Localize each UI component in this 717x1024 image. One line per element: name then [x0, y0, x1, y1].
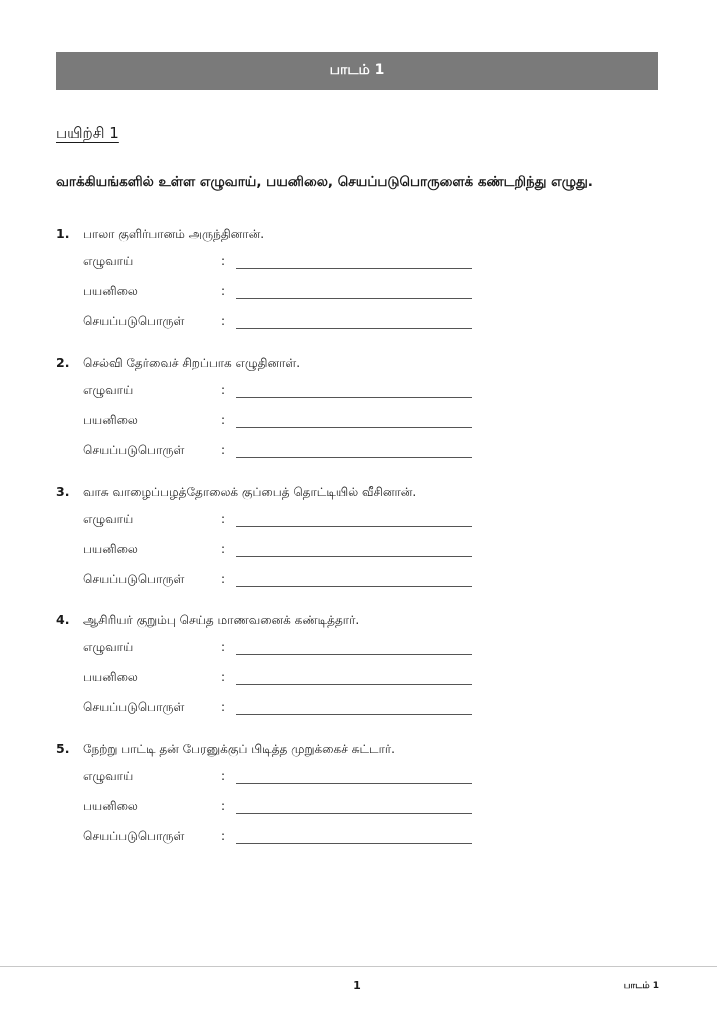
question-sentence: பாலா குளிர்பானம் அருந்தினான். [83, 227, 265, 241]
answer-row-object [56, 692, 676, 722]
subject-answer-line[interactable] [236, 783, 472, 784]
predicate-answer-line[interactable] [236, 556, 472, 557]
subject-label: எழுவாய் [83, 512, 134, 526]
predicate-answer-line[interactable] [236, 684, 472, 685]
colon: : [221, 829, 226, 843]
answer-row-object [56, 306, 676, 336]
answer-row-predicate [56, 791, 676, 821]
answer-row-object [56, 435, 676, 465]
object-label: செயப்படுபொருள் [83, 829, 185, 843]
colon: : [221, 700, 226, 714]
object-label: செயப்படுபொருள் [83, 314, 185, 328]
subject-label: எழுவாய் [83, 640, 134, 654]
question-2 [56, 355, 676, 465]
colon: : [221, 542, 226, 556]
exercise-instruction: வாக்கியங்களில் உள்ள எழுவாய், பயனிலை, செயப்படுபொருளைக் கண்டறிந்து எழுது. [56, 174, 593, 190]
predicate-label: பயனிலை [83, 284, 138, 298]
answer-row-object [56, 821, 676, 851]
colon: : [221, 769, 226, 783]
question-sentence: ஆசிரியர் குறும்பு செய்த மாணவனைக் கண்டித்தார். [83, 613, 360, 627]
question-number: 5. [56, 741, 70, 756]
predicate-answer-line[interactable] [236, 813, 472, 814]
colon: : [221, 670, 226, 684]
answer-row-predicate [56, 405, 676, 435]
object-answer-line[interactable] [236, 714, 472, 715]
question-sentence: வாசு வாழைப்பழத்தோலைக் குப்பைத் தொட்டியில் வீசினான். [83, 485, 417, 499]
answer-row-subject [56, 375, 676, 405]
answer-row-subject [56, 632, 676, 662]
colon: : [221, 254, 226, 268]
colon: : [221, 799, 226, 813]
colon: : [221, 640, 226, 654]
footer-lesson-label: பாடம் 1 [623, 981, 659, 991]
question-number: 4. [56, 612, 70, 627]
colon: : [221, 443, 226, 457]
subject-answer-line[interactable] [236, 654, 472, 655]
lesson-title: பாடம் 1 [329, 62, 385, 78]
answer-row-subject [56, 761, 676, 791]
answer-row-subject [56, 504, 676, 534]
lesson-header-bar [56, 52, 658, 90]
subject-label: எழுவாய் [83, 769, 134, 783]
question-1 [56, 226, 676, 336]
answer-row-predicate [56, 662, 676, 692]
answer-row-object [56, 564, 676, 594]
subject-label: எழுவாய் [83, 254, 134, 268]
question-3 [56, 484, 676, 594]
predicate-label: பயனிலை [83, 542, 138, 556]
footer-divider [0, 966, 717, 967]
question-4 [56, 612, 676, 722]
subject-answer-line[interactable] [236, 526, 472, 527]
colon: : [221, 413, 226, 427]
object-answer-line[interactable] [236, 843, 472, 844]
subject-label: எழுவாய் [83, 383, 134, 397]
colon: : [221, 512, 226, 526]
answer-row-predicate [56, 534, 676, 564]
colon: : [221, 284, 226, 298]
question-number: 2. [56, 355, 70, 370]
subject-answer-line[interactable] [236, 397, 472, 398]
question-number: 3. [56, 484, 70, 499]
object-answer-line[interactable] [236, 457, 472, 458]
predicate-answer-line[interactable] [236, 298, 472, 299]
predicate-label: பயனிலை [83, 799, 138, 813]
object-label: செயப்படுபொருள் [83, 700, 185, 714]
object-answer-line[interactable] [236, 586, 472, 587]
predicate-answer-line[interactable] [236, 427, 472, 428]
colon: : [221, 572, 226, 586]
question-sentence: செல்வி தேர்வைச் சிறப்பாக எழுதினாள். [83, 356, 301, 370]
object-label: செயப்படுபொருள் [83, 572, 185, 586]
answer-row-predicate [56, 276, 676, 306]
subject-answer-line[interactable] [236, 268, 472, 269]
question-number: 1. [56, 226, 70, 241]
predicate-label: பயனிலை [83, 413, 138, 427]
object-answer-line[interactable] [236, 328, 472, 329]
question-sentence: நேற்று பாட்டி தன் பேரனுக்குப் பிடித்த முறுக்கைச் சுட்டார். [83, 742, 395, 756]
exercise-title: பயிற்சி 1 [56, 124, 119, 142]
colon: : [221, 314, 226, 328]
object-label: செயப்படுபொருள் [83, 443, 185, 457]
predicate-label: பயனிலை [83, 670, 138, 684]
page-number: 1 [353, 979, 361, 992]
question-5 [56, 741, 676, 851]
colon: : [221, 383, 226, 397]
answer-row-subject [56, 246, 676, 276]
